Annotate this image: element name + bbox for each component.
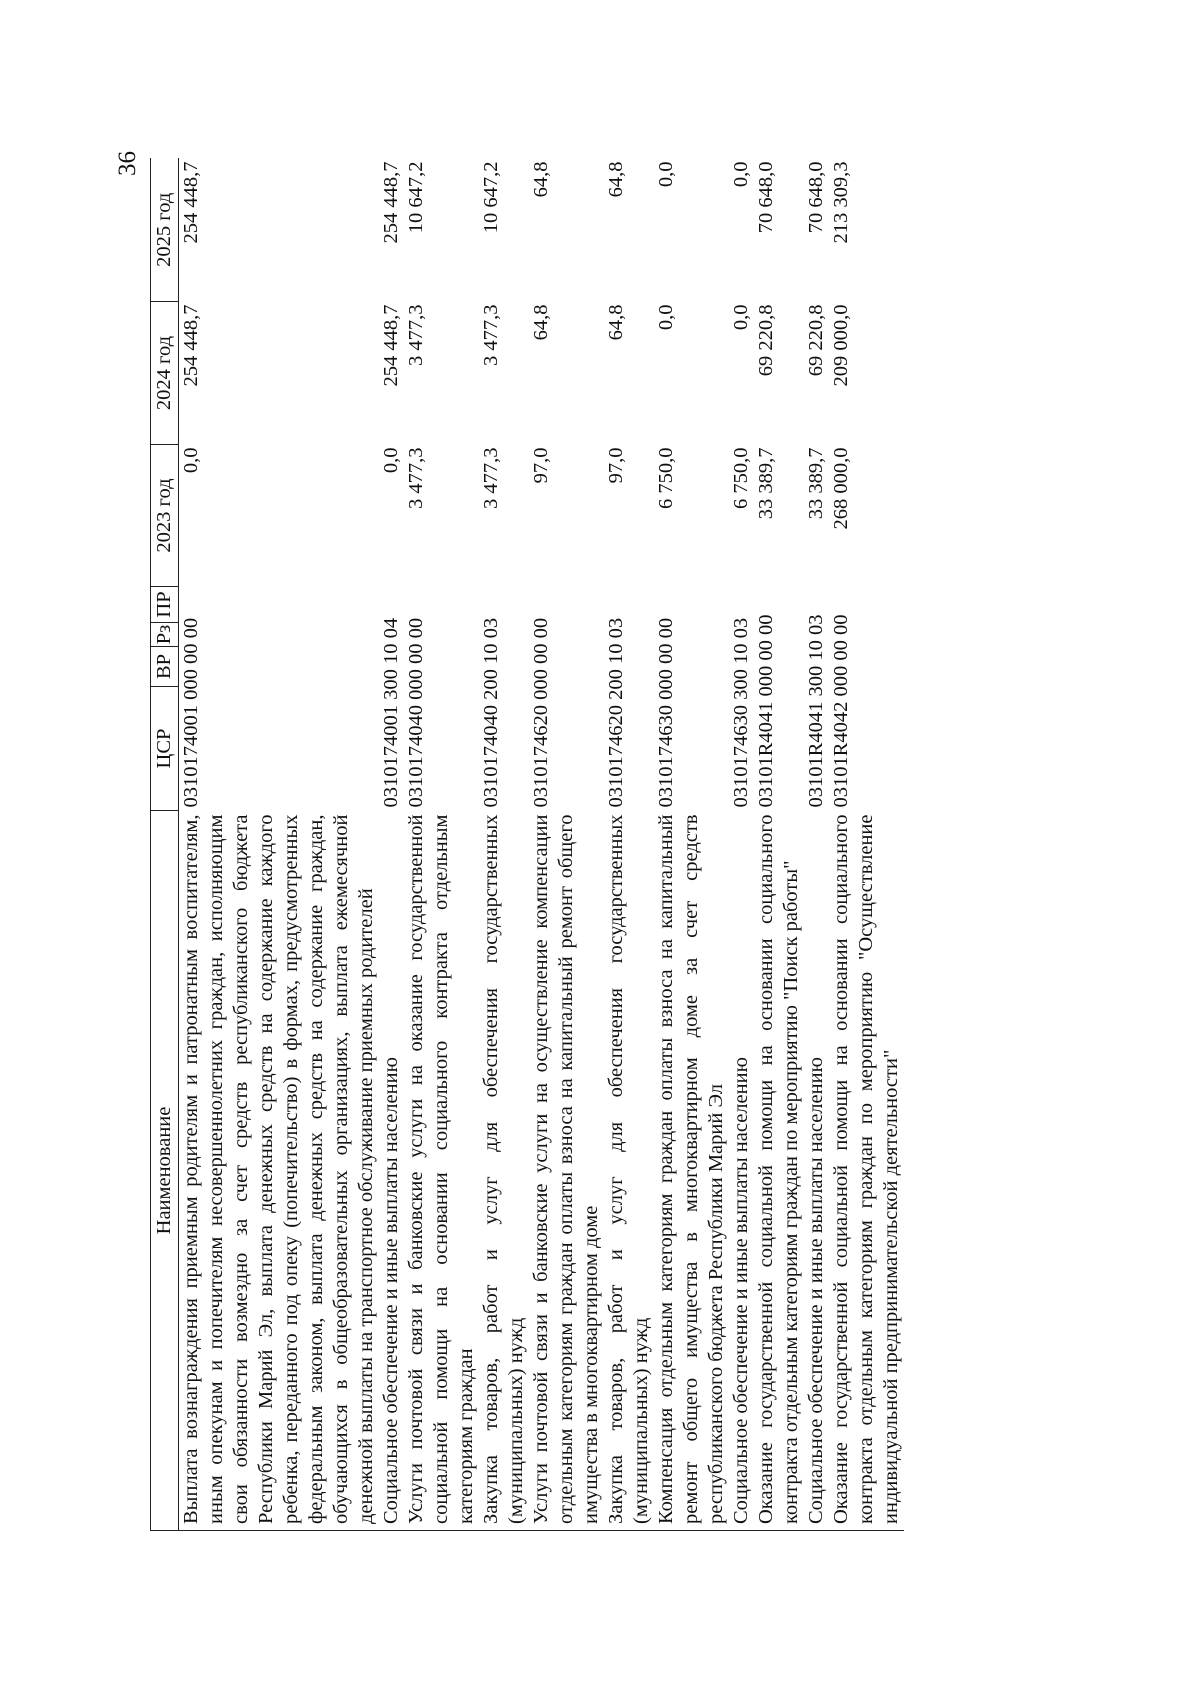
- header-csr: ЦСР: [151, 687, 179, 811]
- row-2025: 0,0: [730, 161, 752, 188]
- row-2025: 64,8: [605, 161, 627, 198]
- row-code: 03101R4042 000 00 00: [830, 614, 852, 808]
- row-2024: 0,0: [655, 304, 677, 331]
- row-2024: 64,8: [605, 304, 627, 341]
- row-2025: 64,8: [530, 161, 552, 198]
- header-name: Наименование: [151, 811, 179, 1531]
- row-2025: 70 648,0: [755, 161, 777, 234]
- row-2023: 3 477,3: [405, 447, 427, 509]
- table-row: [829, 159, 904, 1531]
- row-code: 03101R4041 300 10 03: [805, 614, 827, 808]
- row-name: Выплата вознаграждения приемным родителям и патронатным воспитателям, иным опекунам и попечителям несовершеннолетних граждан, исполняющим свои обязанности возмездно за счет средств республиканского бюджета Республики Марий Эл, выплата денежных средств на содержание каждого ребенка, переданного под опеку (попечительство) в формах, предусмотренных федеральным законом, выплата денежных средств на содержание граждан, обучающихся в общеобразовательных организациях, выплата ежемесячной денежной выплаты на транспортное обслуживание приемных родителей: [179, 811, 380, 1531]
- table-row: [529, 159, 604, 1531]
- row-2024: 0,0: [730, 304, 752, 331]
- row-name: Услуги почтовой связи и банковские услуги на оказание государственной социальной помощи на основании социального контракта отдельным категориям граждан: [404, 811, 479, 1531]
- row-name: Закупка товаров, работ и услуг для обеспечения государственных (муниципальных) нужд: [479, 811, 529, 1531]
- row-2025: 0,0: [655, 161, 677, 188]
- table-row: [479, 159, 529, 1531]
- table-row: [604, 159, 654, 1531]
- header-2025: 2025 год: [151, 159, 179, 302]
- header-pr: ПР: [151, 587, 179, 623]
- row-code: 0310174040 200 10 03: [480, 617, 502, 808]
- row-2025: 70 648,0: [805, 161, 827, 234]
- row-name: Услуги почтовой связи и банковские услуги на осуществление компенсации отдельным категориям граждан оплаты взноса на капитальный ремонт общего имущества в многоквартирном доме: [529, 811, 604, 1531]
- page-number: 36: [114, 151, 141, 176]
- row-name: Социальное обеспечение и иные выплаты населению: [729, 811, 754, 1531]
- table-row: [729, 159, 754, 1531]
- table-row: [179, 159, 380, 1531]
- row-2023: 6 750,0: [730, 447, 752, 509]
- header-vr: ВР: [151, 647, 179, 687]
- row-2025: 213 309,3: [830, 161, 852, 244]
- row-code: 0310174620 000 00 00: [530, 617, 552, 808]
- row-2023: 3 477,3: [480, 447, 502, 509]
- header-2023: 2023 год: [151, 445, 179, 587]
- row-2023: 33 389,7: [755, 447, 777, 520]
- row-2024: 69 220,8: [805, 304, 827, 377]
- row-code: 03101R4041 000 00 00: [755, 614, 777, 808]
- row-name: Оказание государственной социальной помощи на основании социального контракта отдельным категориям граждан по мероприятию "Поиск работы": [754, 811, 804, 1531]
- table-row: [654, 159, 729, 1531]
- row-2024: 69 220,8: [755, 304, 777, 377]
- row-code: 0310174040 000 00 00: [405, 617, 427, 808]
- row-code: 0310174630 300 10 03: [730, 617, 752, 808]
- table-body: [179, 159, 905, 1531]
- row-name: Социальное обеспечение и иные выплаты населению: [379, 811, 404, 1531]
- row-name: Социальное обеспечение и иные выплаты населению: [804, 811, 829, 1531]
- row-2023: 97,0: [530, 447, 552, 484]
- table-row: [804, 159, 829, 1531]
- row-2024: 3 477,3: [480, 304, 502, 366]
- row-code: 0310174630 000 00 00: [655, 617, 677, 808]
- row-2023: 6 750,0: [655, 447, 677, 509]
- row-2024: 254 448,7: [180, 304, 202, 387]
- row-2024: 209 000,0: [830, 304, 852, 387]
- table-row: [404, 159, 479, 1531]
- row-code: 0310174001 000 00 00: [180, 617, 202, 808]
- table-row: [754, 159, 804, 1531]
- table-row: [379, 159, 404, 1531]
- row-code: 0310174001 300 10 04: [380, 617, 402, 808]
- row-2023: 97,0: [605, 447, 627, 484]
- row-2023: 33 389,7: [805, 447, 827, 520]
- row-2024: 3 477,3: [405, 304, 427, 366]
- row-2025: 254 448,7: [380, 161, 402, 244]
- row-2024: 64,8: [530, 304, 552, 341]
- row-2023: 268 000,0: [830, 447, 852, 530]
- row-2025: 10 647,2: [405, 161, 427, 234]
- row-2023: 0,0: [180, 447, 202, 474]
- row-2024: 254 448,7: [380, 304, 402, 387]
- row-2023: 0,0: [380, 447, 402, 474]
- table-header: [151, 159, 179, 1531]
- row-name: Оказание государственной социальной помощи на основании социального контракта отдельным категориям граждан по мероприятию "Осуществление индивидуальной предпринимательской деятельности": [829, 811, 904, 1531]
- budget-table: [150, 159, 904, 1532]
- row-name: Закупка товаров, работ и услуг для обеспечения государственных (муниципальных) нужд: [604, 811, 654, 1531]
- row-2025: 10 647,2: [480, 161, 502, 234]
- header-2024: 2024 год: [151, 302, 179, 445]
- header-rz: Рз: [151, 623, 179, 647]
- row-name: Компенсация отдельным категориям граждан оплаты взноса на капитальный ремонт общего имущества в многоквартирном доме за счет средств республиканского бюджета Республики Марий Эл: [654, 811, 729, 1531]
- row-2025: 254 448,7: [180, 161, 202, 244]
- row-code: 0310174620 200 10 03: [605, 617, 627, 808]
